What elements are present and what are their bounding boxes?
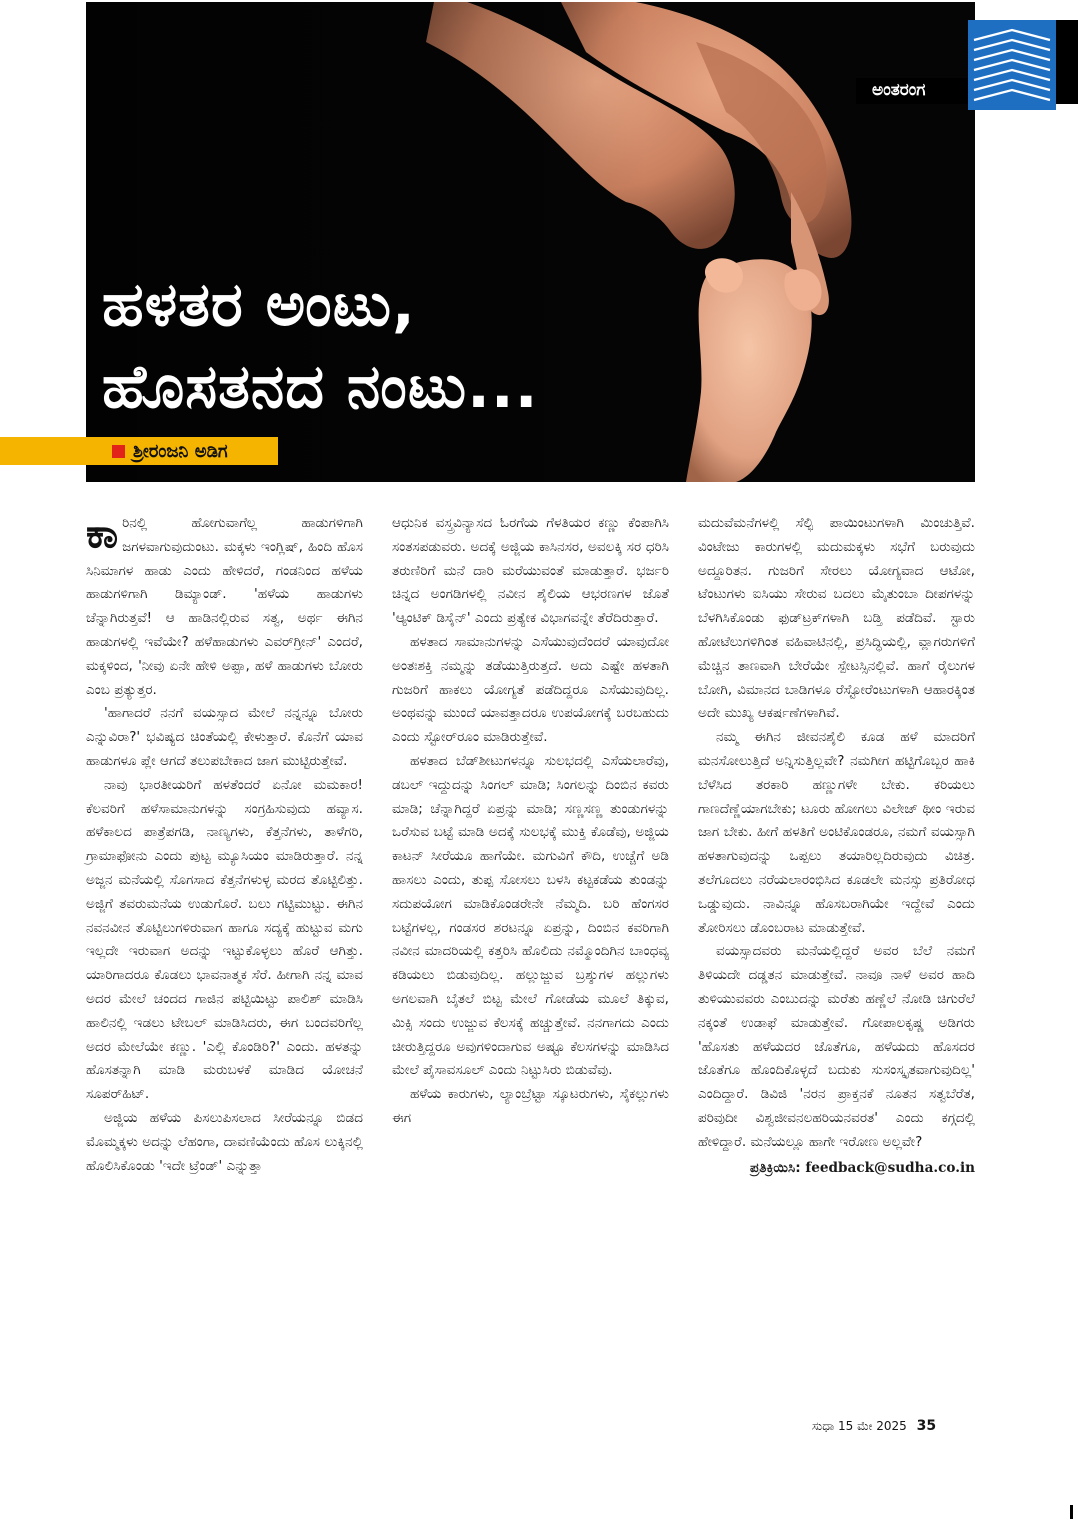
crop-mark xyxy=(1070,1505,1073,1519)
page-number: 35 xyxy=(916,1418,937,1434)
magazine-name: ಸುಧಾ xyxy=(812,1419,835,1433)
paragraph: ಆಧುನಿಕ ವಸ್ತ್ರವಿನ್ಯಾಸದ ಓರಗೆಯ ಗೆಳತಿಯರ ಕಣ್ಣು ಕೆಂಪಾಗಿಸಿ ಸಂತಸಪಡುವರು. ಅದಕ್ಕೆ ಅಜ್ಜಿಯ ಕಾಸಿನಸರ, ಅವಲಕ್ಕಿ ಸರ ಧರಿಸಿ ತರುಣಿರಿಗೆ ಮನೆ ದಾರಿ ಮರೆಯುವಂತೆ ಮಾಡುತ್ತಾರೆ. ಭರ್ಜರಿ ಚಿನ್ನದ ಅಂಗಡಿಗಳಲ್ಲಿ ನವೀನ ಶೈಲಿಯ ಆಭರಣಗಳ ಜೊತೆ 'ಆ್ಯಂಟಿಕ್ ಡಿಸೈನ್' ಎಂದು ಪ್ರತ್ಯೇಕ ವಿಭಾಗವನ್ನೇ ತೆರೆದಿರುತ್ತಾರೆ. xyxy=(392,515,669,627)
paragraph: ಅಜ್ಜಿಯ ಹಳೆಯ ಪಿಸಲುಪಿಸಲಾದ ಸೀರೆಯನ್ನೂ ಬಿಡದ ಮೊಮ್ಮಕ್ಕಳು ಅದನ್ನು ಲೆಹಂಗಾ, ದಾವಣಿಯೆಂದು ಹೊಸ ಲುಕ್ಕಿನಲ್ಲಿ ಹೊಲಿಸಿಕೊಂಡು 'ಇದೇ ಟ್ರೆಂಡ್' ಎನ್ನುತ್ತಾ xyxy=(86,1109,363,1174)
paragraph: ಮದುವೆಮನೆಗಳಲ್ಲಿ ಸೆಲ್ಫಿ ಪಾಯಿಂಟುಗಳಾಗಿ ಮಿಂಚುತ್ತಿವೆ. ವಿಂಟೇಜು ಕಾರುಗಳಲ್ಲಿ ಮದುಮಕ್ಕಳು ಸಭೆಗೆ ಬರುವುದು ಅದ್ದೂರಿತನ. ಗುಜರಿಗೆ ಸೇರಲು ಯೋಗ್ಯವಾದ ಆಟೋ, ಟೆಂಟುಗಳು ಐಸಿಯು ಸೇರುವ ಬದಲು ಮೈತುಂಬಾ ದೀಪಗಳನ್ನು ಬೆಳಗಿಸಿಕೊಂಡು ಫುಡ್‌ಟ್ರಕ್‌ಗಳಾಗಿ ಬಡ್ತಿ ಪಡೆದಿವೆ. ಸ್ಟಾರು ಹೋಟೆಲುಗಳಿಗಿಂತ ವಹಿವಾಟಿನಲ್ಲಿ, ಪ್ರಸಿದ್ಧಿಯಲ್ಲಿ, ವ್ಲಾಗರುಗಳಿಗೆ ಮೆಚ್ಚಿನ ತಾಣವಾಗಿ ಬೇರೆಯೇ ಸ್ಪೇಟಸ್ಸಿನಲ್ಲಿವೆ. ಹಾಗೆ ರೈಲುಗಳ ಬೋಗಿ, ವಿಮಾನದ ಬಾಡಿಗಳೂ ರೆಸ್ಟೋರೆಂಟುಗಳಾಗಿ ಆಹಾರಕ್ಕಿಂತ ಅದೇ ಮುಖ್ಯ ಆಕರ್ಷಣೆಗಳಾಗಿವೆ. xyxy=(698,515,975,722)
section-edge xyxy=(1056,20,1078,104)
headline-line-1: ಹಳತರ ಅಂಟು, xyxy=(102,270,416,340)
headline xyxy=(102,264,539,428)
paragraph-text: ರಿನಲ್ಲಿ ಹೋಗುವಾಗೆಲ್ಲ ಹಾಡುಗಳಿಗಾಗಿ ಜಗಳವಾಗುವುದುಂಟು. ಮಕ್ಕಳು ಇಂಗ್ಲಿಷ್, ಹಿಂದಿ ಹೊಸ ಸಿನಿಮಾಗಳ ಹಾಡು ಎಂದು ಹೇಳಿದರೆ, ಗಂಡನಿಂದ ಹಳೆಯ ಹಾಡುಗಳಿಗಾಗಿ ಡಿಮ್ಯಾಂಡ್. 'ಹಳೆಯ ಹಾಡುಗಳು ಚೆನ್ನಾಗಿರುತ್ತವೆ! ಆ ಹಾಡಿನಲ್ಲಿರುವ ಸತ್ವ, ಅರ್ಥ ಈಗಿನ ಹಾಡುಗಳಲ್ಲಿ ಇವೆಯೇ? ಹಳೆಹಾಡುಗಳು ಎವರ್‌ಗ್ರೀನ್' ಎಂದರೆ, ಮಕ್ಕಳಿಂದ, 'ನೀವು ಏನೇ ಹೇಳಿ ಅಪ್ಪಾ, ಹಳೆ ಹಾಡುಗಳು ಬೋರು ಎಂಬ ಪ್ರತ್ಯುತ್ತರ. xyxy=(86,515,363,698)
article-column-3 xyxy=(698,512,975,1180)
dropcap: ಕಾ xyxy=(86,511,119,557)
author-name: ಶ್ರೀರಂಜನಿ ಅಡಿಗ xyxy=(133,440,228,462)
paragraph: ಹಳೆಯ ಕಾರುಗಳು, ಲ್ಯಾಂಬ್ರೆಟ್ಟಾ ಸ್ಕೂಟರುಗಳು, ಸೈಕಲ್ಲುಗಳು ಈಗ xyxy=(392,1086,669,1126)
headline-line-2: ಹೊಸತನದ ನಂಟು... xyxy=(102,352,539,422)
section-logo-icon xyxy=(968,20,1056,110)
paragraph: ನಮ್ಮ ಈಗಿನ ಜೀವನಶೈಲಿ ಕೂಡ ಹಳೆ ಮಾದರಿಗೆ ಮನಸೋಲುತ್ತಿದೆ ಅನ್ನಿಸುತ್ತಿಲ್ಲವೇ? ನಮಗೀಗ ಹಟ್ಟಿಗೊಬ್ಬರ ಹಾಕಿ ಬೆಳೆಸಿದ ತರಕಾರಿ ಹಣ್ಣುಗಳೇ ಬೇಕು. ಕರಿಯಲು ಗಾಣದೆಣ್ಣೆಯಾಗಬೇಕು; ಟೂರು ಹೋಗಲು ವಿಲೇಜ್ ಥೀಂ ಇರುವ ಜಾಗ ಬೇಕು. ಹೀಗೆ ಹಳತಿಗೆ ಅಂಟಿಕೊಂಡರೂ, ನಮಗೆ ವಯಸ್ಸಾಗಿ ಹಳತಾಗುವುದನ್ನು ಒಪ್ಪಲು ತಯಾರಿಲ್ಲದಿರುವುದು ವಿಚಿತ್ರ. ತಲೆಗೂದಲು ನರೆಯಲಾರಂಭಿಸಿದ ಕೂಡಲೇ ಮನಸ್ಸು ಪ್ರತಿರೋಧ ಒಡ್ಡುವುದು. ನಾವಿನ್ನೂ ಹೊಸಬರಾಗಿಯೇ ಇದ್ದೇವೆ ಎಂದು ತೋರಿಸಲು ಡೊಂಬರಾಟ ಮಾಡುತ್ತೇವೆ. xyxy=(698,729,975,936)
paragraph: ಹಳತಾದ ಬೆಡ್‌ಶೀಟುಗಳನ್ನೂ ಸುಲಭದಲ್ಲಿ ಎಸೆಯಲಾರೆವು, ಡಬಲ್ ಇದ್ದುದನ್ನು ಸಿಂಗಲ್ ಮಾಡಿ; ಸಿಂಗಲನ್ನು ದಿಂಬಿನ ಕವರು ಮಾಡಿ; ಚೆನ್ನಾಗಿದ್ದರೆ ಏಪ್ರನ್ನು ಮಾಡಿ; ಸಣ್ಣಸಣ್ಣ ತುಂಡುಗಳನ್ನು ಒರೆಸುವ ಬಟ್ಟೆ ಮಾಡಿ ಅದಕ್ಕೆ ಸುಲಭಕ್ಕೆ ಮುಕ್ತಿ ಕೊಡೆವು, ಅಜ್ಜಿಯ ಕಾಟನ್ ಸೀರೆಯೂ ಹಾಗೆಯೇ. ಮಗುವಿಗೆ ಕೌದಿ, ಉಚ್ಚೆಗೆ ಅಡಿ ಹಾಸಲು ಎಂದು, ತುಪ್ಪ ಸೋಸಲು ಬಳಸಿ ಕಟ್ಟಕಡೆಯ ತುಂಡನ್ನು ಸದುಪಯೋಗ ಮಾಡಿಕೊಂಡರೇನೇ ನೆಮ್ಮದಿ. ಬರಿ ಹೆಂಗಸರ ಬಟ್ಟೆಗಳಲ್ಲ, ಗಂಡಸರ ಶರಟನ್ನೂ ಏಪ್ರನ್ನು, ದಿಂಬಿನ ಕವರಿಗಾಗಿ ನವೀನ ಮಾದರಿಯಲ್ಲಿ ಕತ್ತರಿಸಿ ಹೊಲಿದು ನಮ್ಮೊಂದಿಗಿನ ಬಾಂಧವ್ಯ ಕಡಿಯಲು ಬಿಡುವುದಿಲ್ಲ. ಹಲ್ಲುಜ್ಜುವ ಬ್ರಶ್ಶುಗಳ ಹಲ್ಲುಗಳು ಅಗಲವಾಗಿ ಬೈತಲೆ ಬಿಟ್ಟ ಮೇಲೆ ಗೋಡೆಯ ಮೂಲೆ ತಿಕ್ಕುವ, ಮಿಕ್ಸಿ ಸಂದು ಉಜ್ಜುವ ಕೆಲಸಕ್ಕೆ ಹಚ್ಚುತ್ತೇವೆ. ನನಗಾಗದು ಎಂದು ಚೀರುತ್ತಿದ್ದರೂ ಅವುಗಳಿಂದಾಗುವ ಅಷ್ಟೂ ಕೆಲಸಗಳನ್ನು ಮಾಡಿಸಿದ ಮೇಲೆ ಪೈಸಾವಸೂಲ್ ಎಂದು ನಿಟ್ಟುಸಿರು ಬಿಡುವೆವು. xyxy=(392,752,669,1079)
article-column-1 xyxy=(86,512,363,1178)
byline xyxy=(112,438,228,464)
section-label: ಅಂತರಂಗ xyxy=(872,80,926,100)
paragraph: ನಾವು ಭಾರತೀಯರಿಗೆ ಹಳತೆಂದರೆ ಏನೋ ಮಮಕಾರ! ಕೆಲವರಿಗೆ ಹಳೆಸಾಮಾನುಗಳನ್ನು ಸಂಗ್ರಹಿಸುವುದು ಹವ್ಯಾಸ. ಹಳೆಕಾಲದ ಪಾತ್ರೆಪಗಡಿ, ನಾಣ್ಯಗಳು, ಕೆತ್ತನೆಗಳು, ತಾಳೆಗರಿ, ಗ್ರಾಮಾಫೋನು ಎಂದು ಪುಟ್ಟ ಮ್ಯೂಸಿಯಂ ಮಾಡಿರುತ್ತಾರೆ. ನನ್ನ ಅಜ್ಜನ ಮನೆಯಲ್ಲಿ ಸೊಗಸಾದ ಕೆತ್ತನೆಗಳುಳ್ಳ ಮರದ ತೊಟ್ಟಿಲಿತ್ತು. ಅಜ್ಜಿಗೆ ತವರುಮನೆಯ ಉಡುಗೊರೆ. ಬಲು ಗಟ್ಟಿಮುಟ್ಟು. ಈಗಿನ ನವನವೀನ ತೊಟ್ಟಿಲುಗಳಿರುವಾಗ ಹಾಗೂ ಸದ್ಯಕ್ಕೆ ಹುಟ್ಟುವ ಮಗು ಇಲ್ಲದೇ ಇರುವಾಗ ಅದನ್ನು ಇಟ್ಟುಕೊಳ್ಳಲು ಹೊರೆ ಆಗಿತ್ತು. ಯಾರಿಗಾದರೂ ಕೊಡಲು ಭಾವನಾತ್ಮಕ ಸೆರೆ. ಹೀಗಾಗಿ ನನ್ನ ಮಾವ ಅದರ ಮೇಲೆ ಚಂದದ ಗಾಜಿನ ಪಟ್ಟಿಯಿಟ್ಟು ಪಾಲಿಶ್ ಮಾಡಿಸಿ ಹಾಲಿನಲ್ಲಿ ಇಡಲು ಟೇಬಲ್ ಮಾಡಿಸಿದರು, ಈಗ ಬಂದವರಿಗೆಲ್ಲ ಅದರ ಮೇಲೆಯೇ ಕಣ್ಣು. 'ಎಲ್ಲಿ ಕೊಂಡಿರಿ?' ಎಂದು. ಹಳತನ್ನು ಹೊಸತನ್ನಾಗಿ ಮಾಡಿ ಮರುಬಳಕೆ ಮಾಡಿದ ಯೋಚನೆ ಸೂಪರ್‌ಹಿಟ್. xyxy=(86,776,363,1103)
paragraph: ಹಳತಾದ ಸಾಮಾನುಗಳನ್ನು ಎಸೆಯುವುದೆಂದರೆ ಯಾವುದೋ ಅಂತಃಶಕ್ತಿ ನಮ್ಮನ್ನು ತಡೆಯುತ್ತಿರುತ್ತದೆ. ಅದು ಎಷ್ಟೇ ಹಳತಾಗಿ ಗುಜರಿಗೆ ಹಾಕಲು ಯೋಗ್ಯತೆ ಪಡೆದಿದ್ದರೂ ಎಸೆಯುವುದಿಲ್ಲ. ಅಂಥವನ್ನು ಮುಂದೆ ಯಾವತ್ತಾದರೂ ಉಪಯೋಗಕ್ಕೆ ಬರಬಹುದು ಎಂದು ಸ್ಟೋರ್‌ರೂಂ ಮಾಡಿರುತ್ತೇವೆ. xyxy=(392,633,669,746)
hero-banner xyxy=(86,2,975,482)
issue-date: 15 ಮೇ 2025 xyxy=(838,1419,907,1433)
article-column-2 xyxy=(392,512,669,1131)
feedback-label: ಪ್ರತಿಕ್ರಿಯಿಸಿ: xyxy=(749,1159,801,1176)
paragraph: 'ಹಾಗಾದರೆ ನನಗೆ ವಯಸ್ಸಾದ ಮೇಲೆ ನನ್ನನ್ನೂ ಬೋರು ಎನ್ನುವಿರಾ?' ಭವಿಷ್ಯದ ಚಿಂತೆಯಲ್ಲಿ ಕೇಳುತ್ತಾರೆ. ಕೊನೆಗೆ ಯಾವ ಹಾಡುಗಳೂ ಪ್ಲೇ ಆಗದೆ ತಲುಪಬೇಕಾದ ಜಾಗ ಮುಟ್ಟಿರುತ್ತೇವೆ. xyxy=(86,705,363,769)
paragraph: ವಯಸ್ಸಾದವರು ಮನೆಯಲ್ಲಿದ್ದರೆ ಅವರ ಬೆಲೆ ನಮಗೆ ತಿಳಿಯದೇ ದಡ್ಡತನ ಮಾಡುತ್ತೇವೆ. ನಾವೂ ನಾಳೆ ಅವರ ಹಾದಿ ತುಳಿಯುವವರು ಎಂಬುದನ್ನು ಮರೆತು ಹಣ್ಣೆಲೆ ನೋಡಿ ಚಿಗುರೆಲೆ ನಕ್ಕಂತೆ ಉಡಾಫೆ ಮಾಡುತ್ತೇವೆ. ಗೋಪಾಲಕೃಷ್ಣ ಅಡಿಗರು 'ಹೊಸತು ಹಳೆಯದರ ಜೊತೆಗೂ, ಹಳೆಯದು ಹೊಸದರ ಜೊತೆಗೂ ಹೊಂದಿಕೊಳ್ಳದೆ ಬದುಕು ಸುಸಂಸ್ಕೃತವಾಗುವುದಿಲ್ಲ' ಎಂದಿದ್ದಾರೆ. ಡಿವಿಜಿ 'ನರನ ಪ್ರಾಕ್ತನಕೆ ನೂತನ ಸತ್ವಬೆರೆತ, ಪರಿವುದೀ ವಿಶ್ವಜೀವನಲಹರಿಯನವರತ' ಎಂದು ಕಗ್ಗದಲ್ಲಿ ಹೇಳಿದ್ದಾರೆ. ಮನೆಯಲ್ಲೂ ಹಾಗೇ ಇರೋಣ ಅಲ್ಲವೇ? xyxy=(698,943,975,1150)
feedback-email-link[interactable]: feedback@sudha.co.in xyxy=(805,1159,975,1176)
page-folio xyxy=(812,1418,936,1434)
byline-square-icon xyxy=(112,445,125,458)
paragraph xyxy=(86,512,363,702)
feedback-line xyxy=(698,1157,975,1181)
